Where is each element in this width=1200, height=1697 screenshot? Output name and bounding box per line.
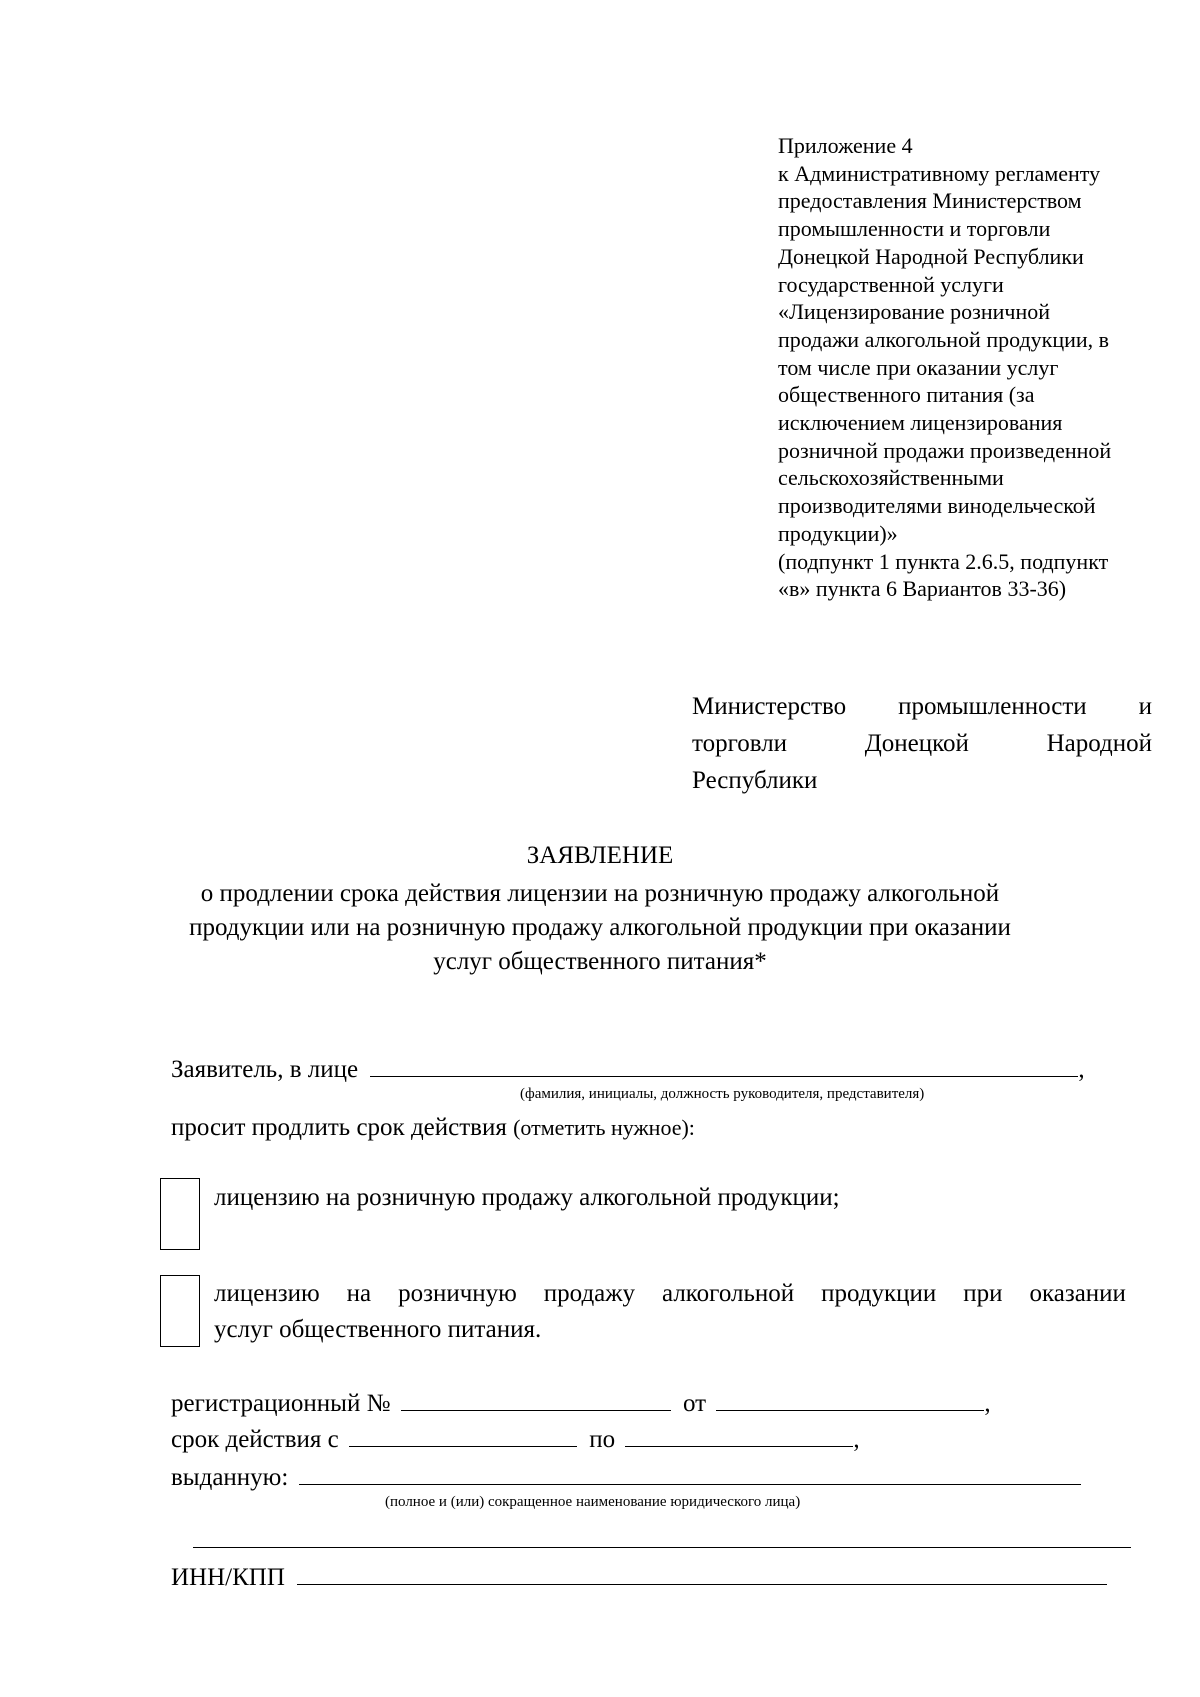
appendix-line: Донецкой Народной Республики — [778, 243, 1084, 269]
appendix-line: продукции)» — [778, 520, 898, 546]
validity-start-field[interactable] — [349, 1422, 577, 1447]
applicant-name-field[interactable] — [370, 1052, 1078, 1077]
validity-row — [171, 1422, 860, 1454]
appendix-line: продажи алкогольной продукции, в — [778, 326, 1110, 352]
appendix-line: общественного питания (за — [778, 382, 1035, 408]
appendix-line: сельскохозяйственными — [778, 465, 1004, 491]
inn-row — [171, 1560, 1107, 1592]
addressee-block — [692, 688, 1152, 799]
addressee-word: промышленности — [898, 693, 1087, 720]
registration-date-field[interactable] — [716, 1386, 984, 1411]
appendix-line: государственной услуги — [778, 271, 1004, 297]
registration-label: регистрационный № — [171, 1390, 391, 1417]
option-1-label: лицензию на розничную продажу алкогольной продукции; — [214, 1184, 840, 1211]
request-row — [171, 1114, 695, 1142]
validity-end-field[interactable] — [625, 1422, 853, 1447]
validity-comma: , — [853, 1426, 860, 1453]
issued-name-field[interactable] — [299, 1460, 1081, 1485]
applicant-caption: (фамилия, инициалы, должность руководителя, представителя) — [520, 1086, 925, 1102]
option-2-word: розничную — [398, 1280, 517, 1307]
appendix-line: к Административному регламенту — [778, 160, 1101, 186]
issued-row — [171, 1460, 1081, 1492]
applicant-label: Заявитель, в лице — [171, 1056, 359, 1083]
appendix-line: «в» пункта 6 Вариантов 33-36) — [778, 576, 1067, 602]
applicant-row — [171, 1052, 1085, 1084]
applicant-comma: , — [1078, 1056, 1085, 1083]
addressee-word: торговли — [692, 730, 788, 757]
appendix-line: предоставления Министерством — [778, 188, 1082, 214]
request-text: просит продлить срок действия — [171, 1114, 507, 1141]
issued-name-continuation-line[interactable] — [193, 1547, 1131, 1548]
option-2-line-1 — [214, 1276, 1126, 1312]
option-2-word: продажу — [543, 1280, 636, 1307]
addressee-line-2 — [692, 725, 1152, 762]
inn-field[interactable] — [297, 1560, 1107, 1585]
registration-comma: , — [984, 1390, 991, 1417]
option-2-label — [214, 1276, 1126, 1348]
addressee-word: и — [1138, 693, 1152, 720]
addressee-word: Народной — [1046, 730, 1152, 757]
option-2-word: продукции — [821, 1280, 937, 1307]
appendix-line: Приложение 4 — [778, 133, 913, 158]
document-subtitle-line-3: услуг общественного питания* — [433, 948, 767, 975]
appendix-line: (подпункт 1 пункта 2.6.5, подпункт — [778, 548, 1109, 574]
addressee-line-1 — [692, 688, 1152, 725]
validity-from-label: срок действия с — [171, 1426, 339, 1453]
inn-label: ИНН/КПП — [171, 1564, 285, 1591]
document-subtitle-line-1: о продлении срока действия лицензии на розничную продажу алкогольной — [200, 880, 1000, 907]
option-2-word: оказании — [1029, 1280, 1126, 1307]
registration-from-label: от — [682, 1390, 707, 1417]
option-2-word: на — [346, 1280, 372, 1307]
option-2-word: лицензию — [214, 1280, 320, 1307]
issued-caption: (полное и (или) сокращенное наименование юридического лица) — [385, 1494, 801, 1510]
addressee-word: Министерство — [692, 693, 847, 720]
issued-label: выданную: — [171, 1464, 289, 1491]
option-2-word: алкогольной — [662, 1280, 795, 1307]
appendix-note — [778, 132, 1158, 603]
option-2-checkbox[interactable] — [160, 1275, 200, 1347]
document-subtitle-line-2: продукции или на розничную продажу алкогольной продукции при оказании — [189, 914, 1011, 941]
addressee-line-3: Республики — [692, 767, 818, 794]
addressee-word: Донецкой — [864, 730, 969, 757]
appendix-line: том числе при оказании услуг — [778, 354, 1059, 380]
registration-row — [171, 1386, 991, 1418]
option-2-line-2: услуг общественного питания. — [214, 1316, 542, 1343]
option-1-checkbox[interactable] — [160, 1178, 200, 1250]
appendix-line: «Лицензирование розничной — [778, 299, 1050, 325]
document-title: ЗАЯВЛЕНИЕ — [526, 842, 674, 869]
appendix-line: исключением лицензирования — [778, 410, 1063, 436]
validity-to-label: по — [589, 1426, 616, 1453]
appendix-line: розничной продажи произведенной — [778, 437, 1112, 463]
appendix-line: производителями винодельческой — [778, 493, 1096, 519]
registration-number-field[interactable] — [401, 1386, 671, 1411]
appendix-line: промышленности и торговли — [778, 216, 1051, 242]
request-note: (отметить нужное): — [513, 1115, 695, 1140]
option-2-word: при — [963, 1280, 1003, 1307]
